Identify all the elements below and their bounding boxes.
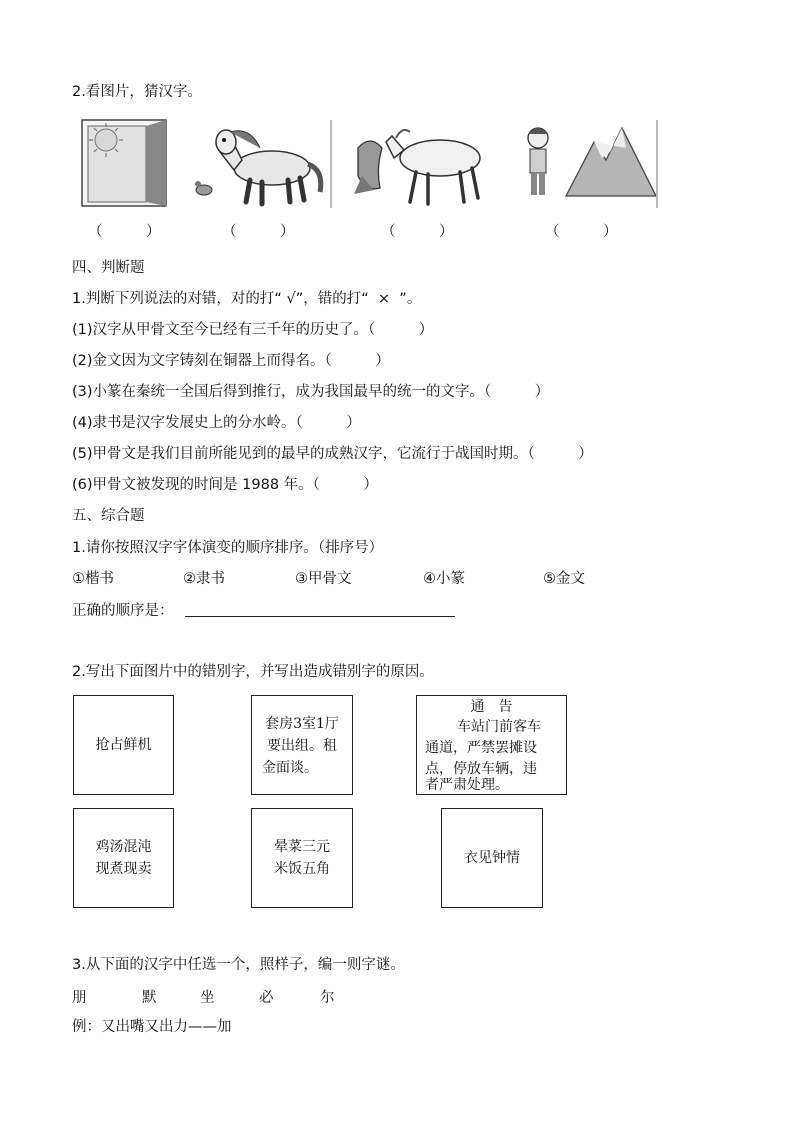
sign-text: 要出组。租: [267, 738, 337, 754]
sign-text: 米饭五角: [274, 861, 330, 877]
sun-door-picture: [78, 118, 174, 208]
picture-divider: [656, 120, 658, 208]
riddle-char: 尔: [320, 990, 335, 1006]
section-heading-judge: 四、判断题: [72, 260, 145, 276]
option-2: ②隶书: [183, 571, 225, 587]
answer-blank-1[interactable]: （ ）: [88, 224, 161, 240]
answer-blank-4[interactable]: （ ）: [545, 224, 618, 240]
judge-item: (6)甲骨文被发现的时间是 1988 年。（ ）: [72, 477, 378, 493]
riddle-char: 朋: [72, 990, 87, 1006]
riddle-example: 例：又出嘴又出力——加: [72, 1019, 232, 1035]
section-heading-comprehensive: 五、综合题: [72, 508, 145, 524]
riddle-char: 坐: [200, 990, 215, 1006]
judge-item: (1)汉字从甲骨文至今已经有三千年的历史了。（ ）: [72, 322, 434, 338]
answer-blank-2[interactable]: （ ）: [222, 224, 295, 240]
horse-picture: [190, 118, 330, 208]
notice-text: 者严肃处理。: [425, 777, 509, 793]
option-4: ④小篆: [423, 571, 465, 587]
answer-underline[interactable]: [185, 616, 455, 617]
notice-text: 点，停放车辆，违: [425, 761, 537, 777]
question-riddle: 3.从下面的汉字中任选一个，照样子，编一则字谜。: [72, 957, 405, 973]
boy-mountain-picture: [518, 118, 658, 208]
judge-instruction: 1.判断下列说法的对错，对的打“ √”，错的打“ × ”。: [72, 291, 422, 307]
sign-box-1: [73, 695, 174, 795]
notice-text: 车站门前客车: [457, 719, 541, 735]
notice-box: [416, 695, 567, 795]
answer-blank-3[interactable]: （ ）: [381, 224, 454, 240]
question-typos: 2.写出下面图片中的错别字，并写出造成错别字的原因。: [72, 664, 434, 680]
sign-text: 衣见钟情: [464, 850, 520, 866]
judge-item: (3)小篆在秦统一全国后得到推行，成为我国最早的统一的文字。（ ）: [72, 384, 550, 400]
sign-text: 抢占鲜机: [95, 737, 152, 753]
option-3: ③甲骨文: [295, 571, 352, 587]
answer-label: 正确的顺序是：: [72, 603, 174, 619]
sign-text: 晕菜三元: [274, 839, 330, 855]
riddle-char: 默: [142, 990, 157, 1006]
section-title-guess-characters: 2.看图片，猜汉字。: [72, 84, 202, 100]
sign-box-2: [251, 695, 353, 795]
sign-text: 套房3室1厅: [265, 716, 339, 732]
picture-divider: [330, 120, 332, 208]
fish-goat-picture: [350, 118, 495, 208]
notice-text: 通道，严禁罢摊设: [425, 740, 537, 756]
sign-text: 现煮现卖: [95, 861, 152, 877]
sign-text: 金面谈。: [262, 760, 318, 776]
question-order-fonts: 1.请你按照汉字字体演变的顺序排序。（排序号）: [72, 540, 384, 556]
sign-box-4: [73, 808, 174, 908]
option-1: ①楷书: [72, 571, 114, 587]
judge-item: (4)隶书是汉字发展史上的分水岭。（ ）: [72, 415, 361, 431]
judge-item: (2)金文因为文字铸刻在铜器上而得名。（ ）: [72, 353, 390, 369]
notice-title: 通 告: [470, 699, 513, 715]
judge-item: (5)甲骨文是我们目前所能见到的最早的成熟汉字，它流行于战国时期。（ ）: [72, 446, 593, 462]
sign-text: 鸡汤混沌: [95, 839, 152, 855]
sign-box-6: [441, 808, 543, 908]
riddle-char: 必: [259, 990, 274, 1006]
sign-box-5: [251, 808, 353, 908]
option-5: ⑤金文: [543, 571, 585, 587]
